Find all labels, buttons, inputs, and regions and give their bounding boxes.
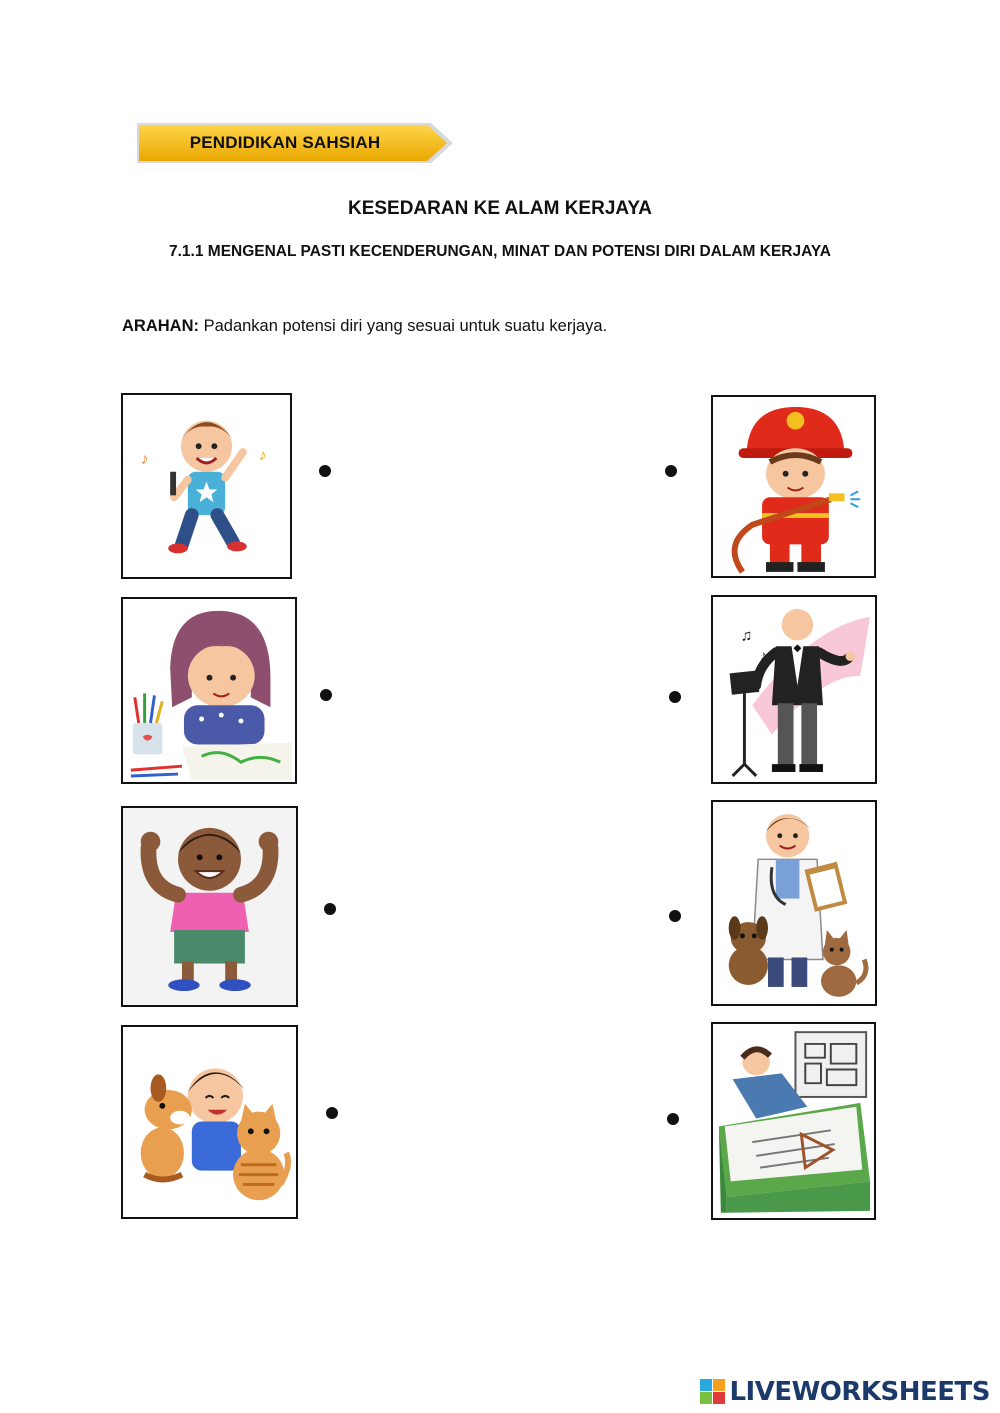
- left-dot-2[interactable]: [320, 689, 332, 701]
- strong-boy-icon: [123, 808, 296, 1005]
- svg-text:♫: ♫: [740, 627, 753, 645]
- left-dot-1[interactable]: [319, 465, 331, 477]
- instruction-text: Padankan potensi diri yang sesuai untuk suatu kerjaya.: [199, 317, 608, 335]
- left-dot-3[interactable]: [324, 903, 336, 915]
- architect-icon: [713, 1024, 874, 1218]
- right-dot-4[interactable]: [667, 1113, 679, 1125]
- subject-banner: [135, 119, 455, 167]
- page-subtitle: 7.1.1 MENGENAL PASTI KECENDERUNGAN, MINAT DAN POTENSI DIRI DALAM KERJAYA: [169, 243, 831, 260]
- svg-text:♪: ♪: [760, 648, 768, 664]
- page-title: KESEDARAN KE ALAM KERJAYA: [347, 198, 653, 219]
- drawing-girl-icon: [123, 599, 295, 782]
- svg-text:♪: ♪: [258, 446, 267, 464]
- singer-performer-icon: [713, 597, 875, 782]
- instruction-label: ARAHAN:: [122, 317, 199, 335]
- instruction: [122, 317, 607, 336]
- right-dot-3[interactable]: [669, 910, 681, 922]
- boy-with-pets-icon: [123, 1027, 296, 1217]
- firefighter-icon: [713, 397, 874, 576]
- liveworksheets-logo: [700, 1377, 990, 1407]
- left-card-4[interactable]: [121, 1025, 298, 1219]
- right-dot-2[interactable]: [669, 691, 681, 703]
- brand-name: LIVEWORKSHEETS: [729, 1377, 990, 1407]
- veterinarian-icon: [713, 802, 875, 1004]
- right-card-3[interactable]: [711, 800, 877, 1006]
- singing-boy-icon: [123, 395, 290, 577]
- right-dot-1[interactable]: [665, 465, 677, 477]
- left-card-2[interactable]: [121, 597, 297, 784]
- liveworksheets-logo-icon: [700, 1379, 726, 1405]
- left-card-3[interactable]: [121, 806, 298, 1007]
- left-card-1[interactable]: [121, 393, 292, 579]
- left-dot-4[interactable]: [326, 1107, 338, 1119]
- svg-text:♪: ♪: [140, 450, 149, 468]
- right-card-2[interactable]: [711, 595, 877, 784]
- right-card-4[interactable]: [711, 1022, 876, 1220]
- banner-label: PENDIDIKAN SAHSIAH: [189, 133, 381, 152]
- right-card-1[interactable]: [711, 395, 876, 578]
